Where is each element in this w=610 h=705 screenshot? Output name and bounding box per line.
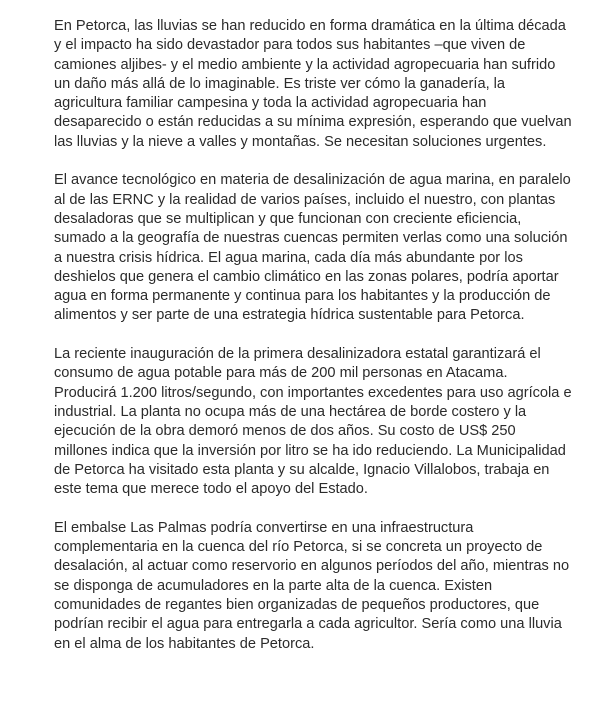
- paragraph-las-palmas-reservoir: El embalse Las Palmas podría convertirse en una infraestructura complementaria en la cuenca del río Petorca, si se concreta un proyecto de desalación, al actuar como reservorio en algunos períodos del año, mientras no se disponga de acumuladores en la parte alta de la cuenca. Existen comunidades de regantes bien organizadas de pequeños productores, que podrían recibir el agua para entregarla a cada agricultor. Sería como una lluvia en el alma de los habitantes de Petorca.: [54, 519, 570, 652]
- paragraph-rainfall-crisis: En Petorca, las lluvias se han reducido en forma dramática en la última década y el impacto ha sido devastador para todos sus habitantes –que viven de camiones aljibes- y el medio ambiente y la actividad agropecuaria han sufrido un daño más allá de lo imaginable. Es triste ver cómo la ganadería, la agricultura familiar campesina y toda la actividad agropecuaria han desaparecido o están reducidas a su mínima expresión, esperando que vuelvan las lluvias y la nieve a valles y montañas. Se necesitan soluciones urgentes.: [54, 18, 572, 150]
- paragraph-atacama-plant: La reciente inauguración de la primera desalinizadora estatal garantizará el consumo de agua potable para más de 200 mil personas en Atacama. Producirá 1.200 litros/segundo, con importantes excedentes para uso agrícola e industrial. La planta no ocupa más de una hectárea de borde costero y la ejecución de la obra demoró menos de dos años. Su costo de US$ 250 millones indica que la inversión por litro se ha ido reduciendo. La Municipalidad de Petorca ha visitado esta planta y su alcalde, Ignacio Villalobos, trabaja en este tema que merece todo el apoyo del Estado.: [54, 346, 572, 498]
- paragraph-desalination-technology: El avance tecnológico en materia de desalinización de agua marina, en paralelo al de las ERNC y la realidad de varios países, incluido el nuestro, con plantas desaladoras que se multiplican y que funcionan con creciente eficiencia, sumado a la geografía de nuestras cuencas permiten verlas como una solución a nuestra crisis hídrica. El agua marina, cada día más abundante por los deshielos que genera el cambio climático en las zonas polares, podría aportar agua en forma permanente y continua para los habitantes y la producción de alimentos y ser parte de una estrategia hídrica sustentable para Petorca.: [54, 172, 571, 324]
- article-body: [54, 17, 574, 654]
